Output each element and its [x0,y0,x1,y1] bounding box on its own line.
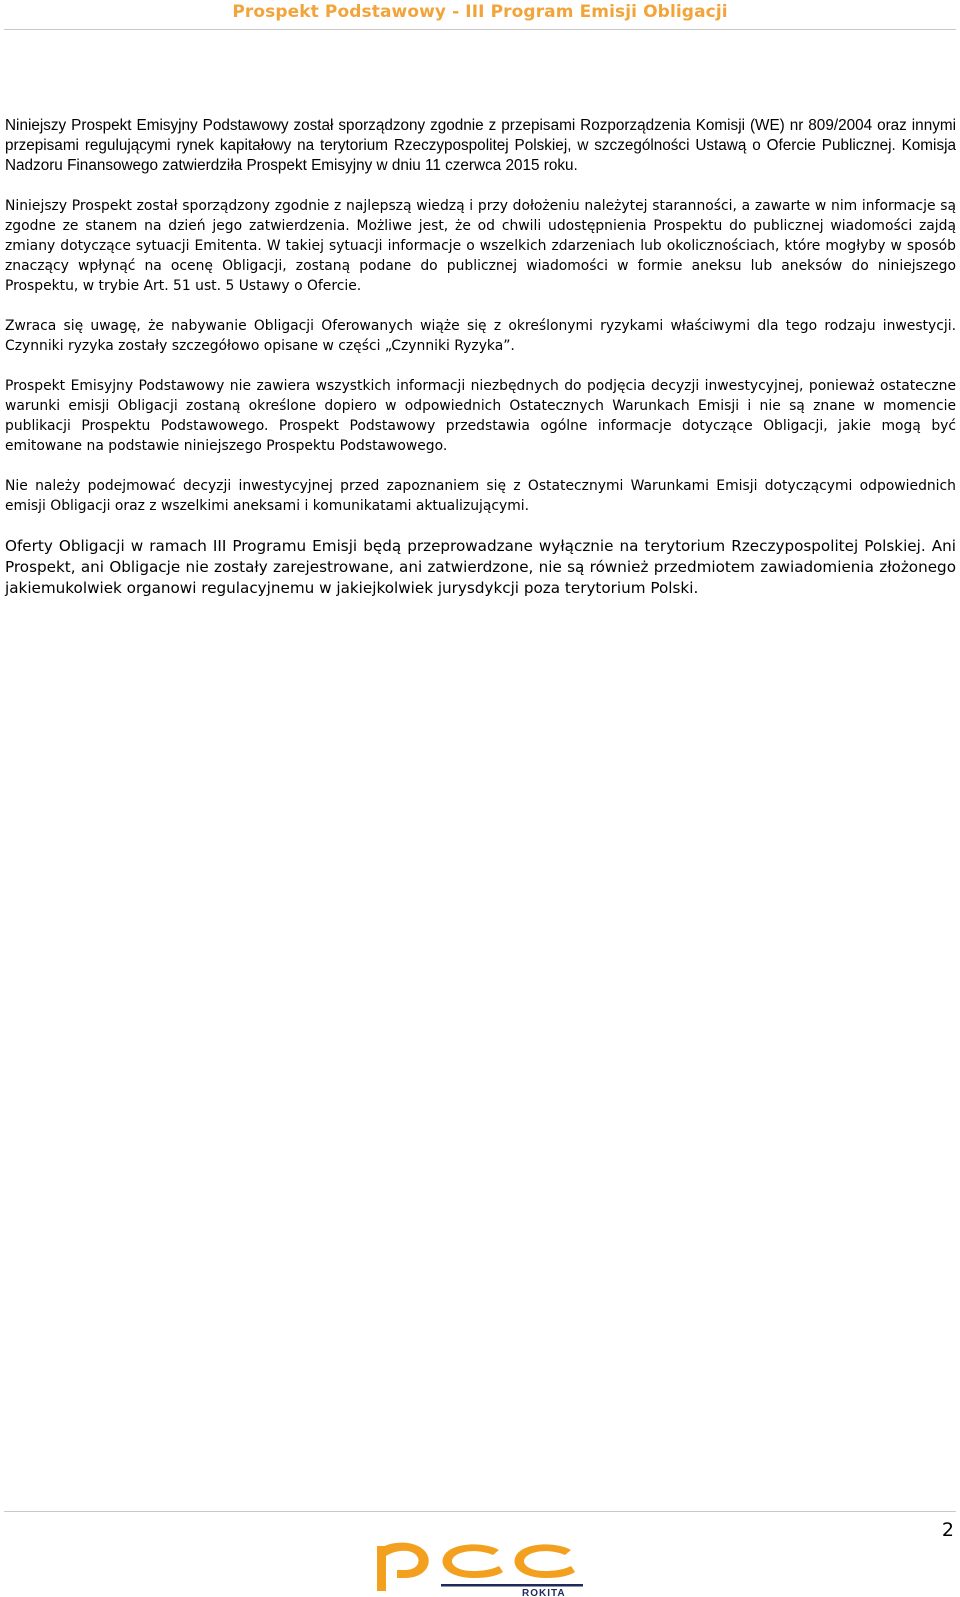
paragraph-jurisdiction: Oferty Obligacji w ramach III Programu Emisji będą przeprowadzane wyłącznie na terytorium Rzeczypospolitej Polskiej. Ani Prospekt, ani Obligacje nie zostały zarejestrowane, ani zatwierdzone, nie są również przedmiotem zawiadomienia złożonego jakiemukolwiek organowi regulacyjnemu w jakiejkolwiek jurysdykcji poza terytorium Polski. [5,537,956,597]
paragraph-approval: Niniejszy Prospekt Emisyjny Podstawowy został sporządzony zgodnie z przepisami Rozporządzenia Komisji (WE) nr 809/2004 oraz innymi przepisami regulującymi rynek kapitałowy na terytorium Rzeczypospolitej Polskiej, w szczególności Ustawą o Ofercie Publicznej. Komisja Nadzoru Finansowego zatwierdziła Prospekt Emisyjny w dniu 11 czerwca 2015 roku. [5,117,956,174]
paragraph-diligence: Niniejszy Prospekt został sporządzony zgodnie z najlepszą wiedzą i przy dołożeniu należytej staranności, a zawarte w nim informacje są zgodne ze stanem na dzień jego zatwierdzenia. Możliwe jest, że od chwili udostępnienia Prospektu do publicznej wiadomości zajdą zmiany dotyczące sytuacji Emitenta. W takiej sytuacji informacje o wszelkich zdarzeniach lub okolicznościach, które mogłyby w sposób znaczący wpłynąć na ocenę Obligacji, zostaną podane do publicznej wiadomości w formie aneksu lub aneksów do niniejszego Prospektu, w trybie Art. 51 ust. 5 Ustawy o Ofercie. [5,198,956,294]
pcc-rokita-logo [375,1538,585,1597]
paragraph-incomplete-info: Prospekt Emisyjny Podstawowy nie zawiera wszystkich informacji niezbędnych do podjęcia decyzji inwestycyjnej, ponieważ ostateczne warunki emisji Obligacji zostaną określone dopiero w odpowiednich Ostatecznych Warunkach Emisji i nie są znane w momencie publikacji Prospektu Podstawowego. Prospekt Podstawowy przedstawia ogólne informacje dotyczące Obligacji, jakie mogą być emitowane na podstawie niniejszego Prospektu Podstawowego. [5,378,956,454]
header-divider [4,29,956,30]
footer-divider [4,1511,956,1512]
page-header-title: Prospekt Podstawowy - III Program Emisji Obligacji [232,2,728,22]
paragraph-risk-notice: Zwraca się uwagę, że nabywanie Obligacji Oferowanych wiąże się z określonymi ryzykami właściwymi dla tego rodzaju inwestycji. Czynniki ryzyka zostały szczegółowo opisane w części „Czynniki Ryzyka”. [5,318,956,354]
logo-rokita-text: ROKITA [522,1588,566,1597]
page-number: 2 [941,1519,954,1541]
pcc-logo-mark [377,1543,583,1591]
document-body [5,116,956,619]
paragraph-final-terms: Nie należy podejmować decyzji inwestycyjnej przed zapoznaniem się z Ostatecznymi Warunkami Emisji dotyczącymi odpowiednich emisji Obligacji oraz z wszelkimi aneksami i komunikatami aktualizującymi. [5,478,956,514]
